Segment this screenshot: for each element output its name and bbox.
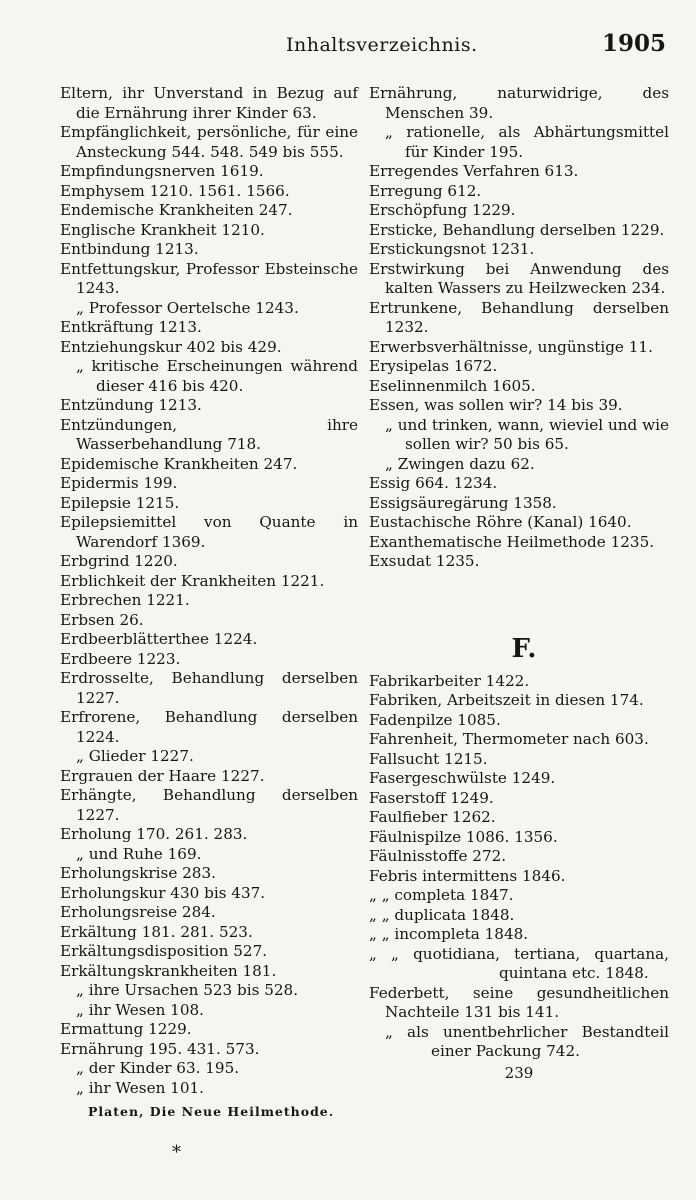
index-entry: Erbrechen 1221. [60,591,190,609]
index-entry: Erholung 170. 261. 283. [60,825,248,843]
index-entry: Fäulnispilze 1086. 1356. [369,827,558,846]
index-entry: Ernährung 195. 431. 573. [60,1039,260,1058]
index-entry: „ ihre Ursachen 523 bis 528. [76,981,299,999]
ornament-star: * [172,1142,181,1163]
index-entry: „ „ duplicata 1848. [369,905,515,924]
index-entry: Erkältungskrankheiten 181. [60,961,277,980]
index-entry: Entziehungskur 402 bis 429. [60,337,282,356]
index-entry: Epilepsie 1215. [60,493,180,512]
index-entry: Entfettungskur, Professor Ebsteinsche 1243. [60,259,358,297]
index-entry: Erholungskrise 283. [60,864,216,882]
index-entry: „ „ completa 1847. [369,886,514,904]
index-entry: Erysipelas 1672. [369,357,498,375]
source-footer: Platen, Die Neue Heilmethode. [88,1104,335,1119]
index-entry: Ernährung, naturwidrige, des Menschen 39. [369,84,669,122]
index-entry: Federbett, seine gesundheitlichen Nachteile 131 bis 141. [369,983,669,1021]
index-entry: „ „ incompleta 1848. [369,925,529,943]
right-column [369,84,669,1083]
index-entry: Endemische Krankheiten 247. [60,201,293,219]
index-entry: Fabriken, Arbeitszeit in diesen 174. [369,691,644,709]
running-title: Inhaltsverzeichnis. [286,34,478,56]
index-entry: Ertrunkene, Behandlung derselben 1232. [369,298,669,336]
index-entry: Erregung 612. [369,181,482,200]
index-entry: Exsudat 1235. [369,552,480,570]
index-f-entries [369,672,669,1062]
signature-number: 239 [504,1063,534,1082]
index-entry: „ der Kinder 63. 195. [76,1059,240,1077]
index-entry: Erfrorene, Behandlung derselben 1224. [60,708,358,746]
index-entry: Ermattung 1229. [60,1020,192,1038]
index-e-entries [369,84,669,572]
index-entry: Erblichkeit der Krankheiten 1221. [60,571,325,590]
index-entry: Eustachische Röhre (Kanal) 1640. [369,513,632,531]
section-letter: F. [511,633,537,664]
index-entry: Entzündungen, ihre Wasserbehandlung 718. [60,415,358,453]
index-entry: Erdrosselte, Behandlung derselben 1227. [60,669,358,707]
index-entry: „ und Ruhe 169. [76,844,202,863]
index-entry: Entkräftung 1213. [60,318,202,336]
index-entry: „ und trinken, wann, wieviel und wie sollen wir? 50 bis 65. [385,415,669,453]
page-number: 1905 [601,30,666,57]
index-entry: „ ihr Wesen 101. [76,1078,204,1097]
index-entry: Entzündung 1213. [60,396,202,414]
index-entry: Epilepsiemittel von Quante in Warendorf 1369. [60,513,358,551]
index-entry: Erbgrind 1220. [60,552,178,570]
index-entry: Epidemische Krankheiten 247. [60,454,298,473]
index-entry: Erregendes Verfahren 613. [369,162,579,180]
index-entry: Emphysem 1210. 1561. 1566. [60,181,290,200]
index-entry: „ rationelle, als Abhärtungsmittel für Kinder 195. [385,123,669,161]
index-entry: Erholungskur 430 bis 437. [60,883,266,902]
index-entry: „ kritische Erscheinungen während dieser 416 bis 420. [76,357,358,395]
index-entry: Fäulnisstoffe 272. [369,847,507,865]
index-entry: Erbsen 26. [60,610,144,629]
index-entry: Erdbeerblätterthee 1224. [60,630,258,648]
index-entry: Erdbeere 1223. [60,649,181,668]
index-entry: Ersticke, Behandlung derselben 1229. [369,220,665,239]
index-entry: Entbindung 1213. [60,240,199,258]
index-entry: Essigsäuregärung 1358. [369,493,557,512]
page-header [0,30,696,68]
index-entry: Eltern, ihr Unverstand in Bezug auf die Ernährung ihrer Kinder 63. [60,84,358,122]
index-entry: „ Glieder 1227. [76,747,194,765]
index-entry: „ „ quotidiana, tertiana, quartana, quintana etc. 1848. [369,944,669,982]
index-entry: „ als unentbehrlicher Bestandteil einer Packung 742. [385,1022,669,1060]
index-entry: Faserstoff 1249. [369,788,494,807]
index-entry: Fasergeschwülste 1249. [369,769,556,787]
index-entry: Erkältung 181. 281. 523. [60,922,253,941]
index-entry: Fahrenheit, Thermometer nach 603. [369,730,649,748]
index-entry: Eselinnenmilch 1605. [369,376,536,395]
index-entry: Essig 664. 1234. [369,474,498,492]
index-entry: Erschöpfung 1229. [369,201,516,219]
index-entry: Erstickungsnot 1231. [369,240,535,258]
index-entry: Englische Krankheit 1210. [60,220,265,239]
index-entry: Fabrikarbeiter 1422. [369,671,530,690]
index-entry: Ergrauen der Haare 1227. [60,766,265,785]
index-entry: Erwerbsverhältnisse, ungünstige 11. [369,337,653,356]
index-entry: Febris intermittens 1846. [369,866,566,885]
index-entry: Epidermis 199. [60,474,178,492]
index-entry: „ Zwingen dazu 62. [385,454,535,473]
index-entry: „ Professor Oertelsche 1243. [76,298,299,317]
index-entry: Essen, was sollen wir? 14 bis 39. [369,396,623,414]
index-entry: Fallsucht 1215. [369,749,488,768]
index-entry: Empfänglichkeit, persönliche, für eine Ansteckung 544. 548. 549 bis 555. [60,123,358,161]
index-entry: Erhängte, Behandlung derselben 1227. [60,786,358,824]
index-entry: Fadenpilze 1085. [369,710,501,729]
index-entry: Faulfieber 1262. [369,808,496,826]
index-entry: Erstwirkung bei Anwendung des kalten Wassers zu Heilzwecken 234. [369,259,669,297]
index-entry: Erholungsreise 284. [60,903,216,921]
left-column [60,84,358,1122]
index-entry: „ ihr Wesen 108. [76,1000,204,1019]
index-entry: Exanthematische Heilmethode 1235. [369,532,655,551]
index-entry: Empfindungsnerven 1619. [60,162,264,180]
index-entry: Erkältungsdisposition 527. [60,942,268,960]
